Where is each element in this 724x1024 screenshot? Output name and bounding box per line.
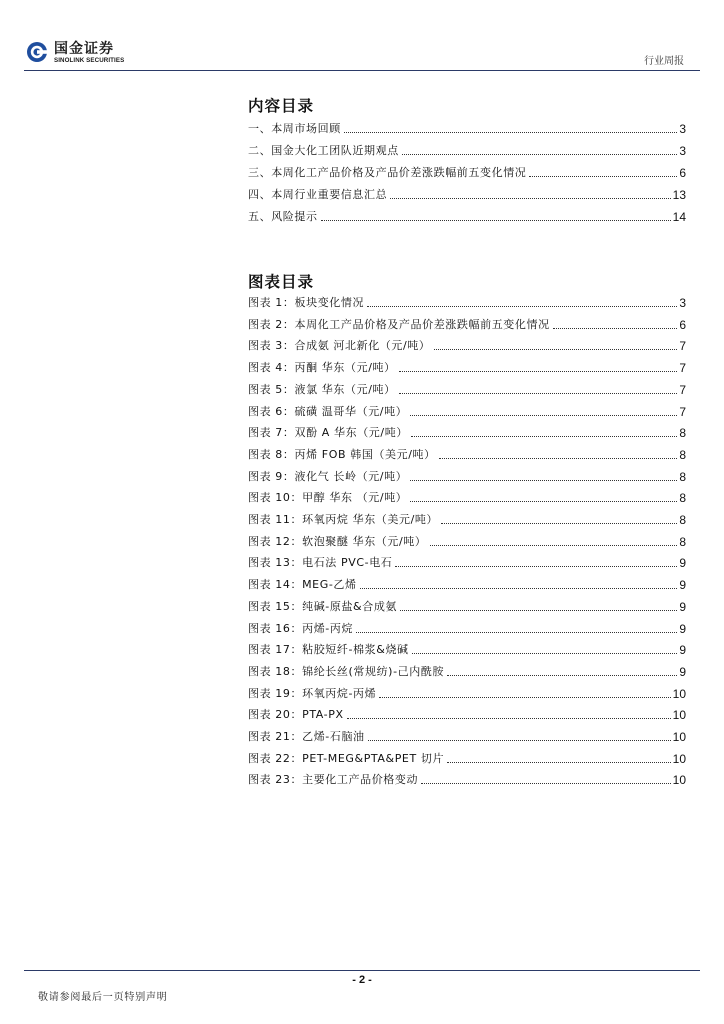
figure-entry-page: 6 [679, 317, 686, 332]
dot-leader [411, 436, 677, 437]
figure-entry[interactable] [248, 359, 686, 375]
figure-entry[interactable] [248, 424, 686, 440]
figure-entry-label: 图表 12：软泡聚醚 华东（元/吨） [248, 534, 427, 548]
figure-entry-page: 9 [679, 643, 686, 658]
dot-leader [399, 393, 678, 394]
figure-entry-label: 图表 10：甲醇 华东 （元/吨） [248, 491, 408, 505]
figure-entry[interactable] [248, 337, 686, 353]
figure-entry-label: 图表 22：PET-MEG&PTA&PET 切片 [248, 751, 445, 765]
dot-leader [410, 501, 677, 502]
dot-leader [390, 198, 670, 199]
figure-entry[interactable] [248, 641, 686, 657]
figure-entry-page: 7 [679, 339, 686, 354]
dot-leader [439, 458, 678, 459]
figure-entry-label: 图表 17：粘胶短纤-棉浆&烧碱 [248, 643, 409, 657]
figure-entry-page: 10 [672, 773, 686, 788]
page-number: - 2 - [352, 974, 372, 986]
figure-entry-label: 图表 8：丙烯 FOB 韩国（美元/吨） [248, 447, 436, 461]
figure-entry-page: 8 [679, 426, 686, 441]
figure-entry-page: 10 [672, 730, 686, 744]
figure-entry-page: 9 [679, 599, 686, 614]
figure-entry-label: 图表 5：液氯 华东（元/吨） [248, 382, 396, 396]
dot-leader [321, 220, 671, 221]
figure-entry[interactable] [248, 663, 686, 679]
dot-leader [410, 480, 677, 481]
figure-entry-label: 图表 1：板块变化情况 [248, 296, 365, 309]
figures-title: 图表目录 [248, 273, 315, 291]
contents-entry-page: 6 [679, 166, 686, 180]
dot-leader [447, 675, 677, 676]
dot-leader [412, 653, 678, 654]
dot-leader [360, 588, 678, 589]
disclaimer-note: 敬请参阅最后一页特别声明 [38, 992, 168, 1003]
footer-divider [24, 970, 700, 971]
dot-leader [447, 762, 671, 763]
contents-entry[interactable] [248, 142, 686, 158]
figure-entry[interactable] [248, 446, 686, 462]
dot-leader [356, 632, 677, 633]
contents-entry-label: 一、本周市场回顾 [248, 122, 341, 135]
figure-entry-label: 图表 23：主要化工产品价格变动 [248, 773, 419, 787]
figure-entry[interactable] [248, 750, 686, 766]
figure-entry[interactable] [248, 294, 686, 310]
brand-logo [24, 36, 134, 68]
figure-entry[interactable] [248, 620, 686, 636]
figure-entry-page: 9 [679, 664, 686, 679]
figure-entry-page: 10 [672, 751, 686, 766]
dot-leader [410, 415, 677, 416]
figure-entry-label: 图表 3：合成氨 河北新化（元/吨） [248, 339, 431, 353]
contents-title: 内容目录 [248, 97, 315, 115]
figure-entry-page: 10 [672, 686, 686, 701]
figure-entry-page: 7 [679, 382, 686, 397]
contents-entry[interactable] [248, 186, 686, 202]
dot-leader [529, 176, 677, 177]
dot-leader [430, 545, 678, 546]
figure-entry-page: 8 [679, 491, 686, 506]
contents-entry-page: 13 [672, 188, 686, 202]
contents-entry-label: 三、本周化工产品价格及产品价差涨跌幅前五变化情况 [248, 166, 527, 179]
dot-leader [399, 371, 678, 372]
figure-entry-page: 7 [679, 361, 686, 376]
figure-entry[interactable] [248, 468, 686, 484]
figure-entry[interactable] [248, 598, 686, 614]
contents-entry[interactable] [248, 120, 686, 136]
dot-leader [379, 697, 670, 698]
contents-entry-label: 五、风险提示 [248, 210, 318, 223]
figure-entry-page: 8 [679, 534, 686, 549]
figure-entry[interactable] [248, 771, 686, 787]
dot-leader [368, 740, 671, 741]
figure-entry[interactable] [248, 316, 686, 332]
page-header [24, 36, 700, 72]
figure-entry-label: 图表 11：环氧丙烷 华东（美元/吨） [248, 513, 439, 526]
figure-entry[interactable] [248, 381, 686, 397]
figure-entry-page: 10 [672, 708, 686, 723]
contents-entry[interactable] [248, 208, 686, 224]
dot-leader [395, 566, 677, 567]
dot-leader [553, 328, 678, 329]
figure-entry-label: 图表 6：硫磺 温哥华（元/吨） [248, 404, 408, 418]
figure-entry-label: 图表 19：环氧丙烷-丙烯 [248, 686, 377, 700]
dot-leader [367, 306, 677, 307]
figure-entry[interactable] [248, 554, 686, 570]
dot-leader [421, 783, 671, 784]
figure-entry-page: 3 [679, 296, 686, 310]
dot-leader [400, 610, 677, 611]
figure-entry-label: 图表 18：锦纶长丝(常规纺)-己内酰胺 [248, 664, 445, 678]
dot-leader [402, 154, 678, 155]
brand-name-en: SINOLINK SECURITIES [54, 57, 125, 64]
figure-entry-label: 图表 15：纯碱-原盐&合成氨 [248, 599, 398, 613]
figure-entry[interactable] [248, 511, 686, 527]
figure-entry[interactable] [248, 403, 686, 419]
dot-leader [434, 349, 678, 350]
contents-entry-page: 14 [672, 210, 686, 224]
contents-entry-page: 3 [679, 122, 686, 136]
brand-mark-icon [26, 41, 48, 63]
figure-entry[interactable] [248, 685, 686, 701]
contents-entry[interactable] [248, 164, 686, 180]
contents-entry-label: 四、本周行业重要信息汇总 [248, 188, 388, 201]
figure-entry-page: 9 [679, 621, 686, 636]
dot-leader [441, 523, 677, 524]
figure-entry-label: 图表 4：丙酮 华东（元/吨） [248, 361, 396, 375]
brand-name-cn: 国金证券 [54, 41, 114, 57]
figure-entry-label: 图表 2：本周化工产品价格及产品价差涨跌幅前五变化情况 [248, 317, 550, 331]
report-type: 行业周报 [644, 56, 684, 67]
figure-entry[interactable] [248, 533, 686, 549]
figure-entry-page: 9 [679, 556, 686, 571]
figure-entry-page: 8 [679, 513, 686, 527]
header-divider [24, 70, 700, 71]
figure-entry-page: 8 [679, 447, 686, 462]
figure-entry-label: 图表 21：乙烯-石脑油 [248, 730, 365, 743]
figure-entry-label: 图表 20：PTA-PX [248, 708, 344, 722]
figure-entry-label: 图表 16：丙烯-丙烷 [248, 621, 354, 635]
figure-entry[interactable] [248, 489, 686, 505]
figure-entry-label: 图表 7：双酚 A 华东（元/吨） [248, 426, 408, 440]
figure-entry-label: 图表 9：液化气 长岭（元/吨） [248, 469, 408, 483]
figure-entry-label: 图表 14：MEG-乙烯 [248, 578, 357, 592]
dot-leader [347, 718, 671, 719]
figure-entry-label: 图表 13：电石法 PVC-电石 [248, 556, 393, 570]
figure-entry[interactable] [248, 728, 686, 744]
figure-entry[interactable] [248, 706, 686, 722]
contents-entry-label: 二、国金大化工团队近期观点 [248, 144, 399, 157]
figure-entry-page: 8 [679, 469, 686, 484]
contents-entry-page: 3 [679, 144, 686, 158]
figure-entry-page: 7 [679, 404, 686, 419]
figure-entry-page: 9 [679, 578, 686, 593]
dot-leader [344, 132, 678, 133]
figure-entry[interactable] [248, 576, 686, 592]
